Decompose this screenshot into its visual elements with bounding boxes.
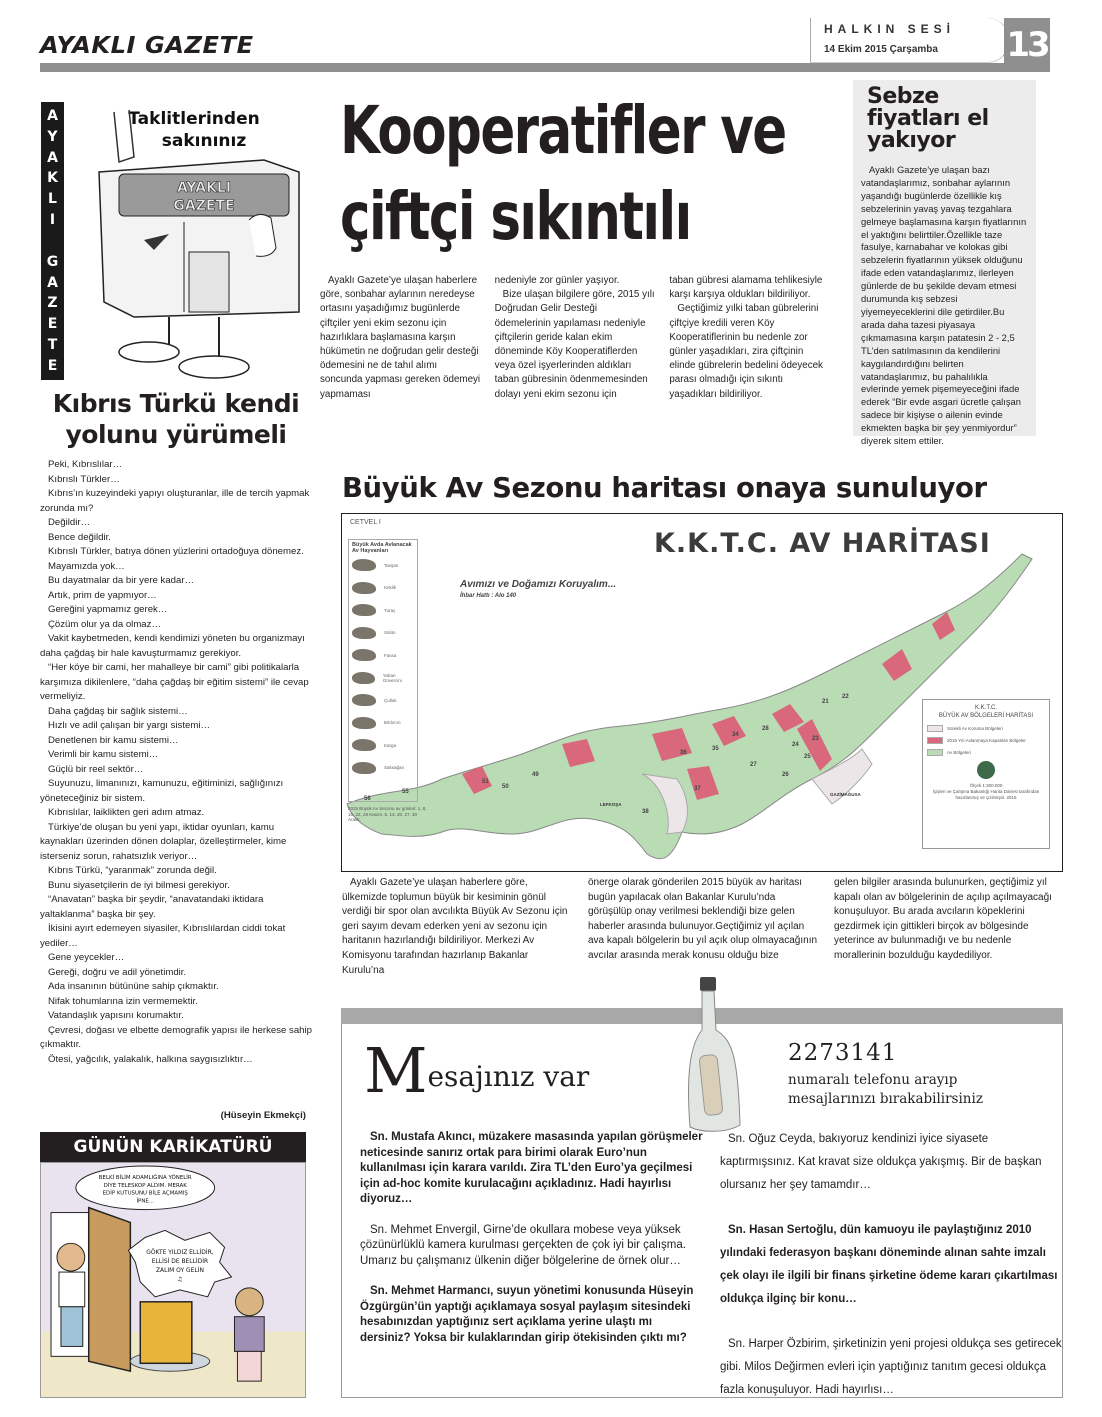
hunting-map <box>341 513 1063 872</box>
region-number: 55 <box>402 789 409 795</box>
paragraph: nedeniyle zor günler yaşıyor. <box>494 275 620 286</box>
paragraph: Hızlı ve adil çalışan bir yargı sistemi… <box>48 720 211 731</box>
bird-icon <box>352 559 376 571</box>
speech-bubble-1-line2: DİYE TELESKOP ALDIM. MERAK <box>103 1182 187 1189</box>
species-name: Fassa <box>384 652 397 658</box>
species-item <box>352 644 414 667</box>
messages-left-column <box>360 1130 705 1361</box>
paragraph: Bence değildir. <box>48 531 111 543</box>
region-number: 21 <box>822 699 829 705</box>
paper-name: HALKIN SESİ <box>824 22 956 36</box>
article-column <box>320 274 481 402</box>
bird-icon <box>352 762 376 774</box>
region-number: 36 <box>680 750 687 756</box>
species-item <box>352 622 414 645</box>
paragraph: Kıbrıs’ın kuzeyindeki yapıyı oluşturanlar, ille de tercih yapmak zorunda mı? <box>40 488 310 514</box>
paragraph: Bunu siyasetçilerin de iyi bilmesi gerekiyor. <box>48 879 230 891</box>
cartoon-sign-line2: GAZETE <box>173 198 235 214</box>
messages-right-column <box>720 1128 1062 1417</box>
city-label-lefkosa: LEFKOŞA <box>600 802 622 807</box>
paragraph: Kıbrıslı Türkler, batıya dönen yüzlerini ortadoğuya dönemez. <box>48 546 304 557</box>
speech-bubble-1-line4: İPNE... <box>136 1198 155 1205</box>
banner-letter: I <box>49 212 56 229</box>
map-legend <box>922 699 1050 849</box>
species-name: Saksağan <box>384 765 405 771</box>
species-item <box>352 734 414 757</box>
paragraph: Değildir… <box>48 517 91 528</box>
paragraph: “Her köye bir cami, her mahalleye bir cami” gibi politikalarla karşımıza dikilenlere, “daha çağdaş bir eğitim sistemi” ile cevap vermeliyiz. <box>40 662 309 702</box>
main-headline: Kooperatifler ve çiftçi sıkıntılı <box>340 92 786 255</box>
vertical-banner <box>41 102 64 380</box>
table-label: CETVEL I <box>350 519 381 526</box>
speech-bubble-2-line4: ♫ <box>177 1275 183 1283</box>
region-number: 49 <box>532 772 539 778</box>
header-rule <box>40 63 1010 72</box>
region-number: 35 <box>712 746 719 752</box>
article-column <box>669 274 830 402</box>
species-item <box>352 712 414 735</box>
region-number: 27 <box>750 762 757 768</box>
side-article-headline: Sebze fiyatları el yakıyor <box>867 84 989 153</box>
messages-instructions-line1: numaralı telefonu arayıp <box>788 1072 958 1088</box>
ministry-emblem-icon <box>977 761 995 779</box>
banner-letter: A <box>47 274 58 291</box>
species-item <box>352 689 414 712</box>
messages-title <box>364 1034 590 1107</box>
paragraph: İkisini ayırt edemeyen siyasiler, Kıbrıslılardan ciddi tokat yediler… <box>40 923 286 949</box>
region-number: 23 <box>812 736 819 742</box>
banner-letter: G <box>46 253 59 270</box>
paragraph: Mayamızda yok… <box>48 560 125 572</box>
hunt-article-headline: Büyük Av Sezonu haritası onaya sunuluyor <box>342 472 987 504</box>
paragraph: Suyunuzu, limanınızı, kamunuzu, eğitiminizi, sağlığınızı yöneteceğiniz bir sistem. <box>40 778 284 804</box>
legend-item <box>927 725 1045 732</box>
species-name: Turaç <box>384 607 396 613</box>
messages-title-initial: M <box>364 1034 428 1107</box>
newspaper-mascot-illustration <box>74 102 314 382</box>
message-item: Sn. Mehmet Harmancı, suyun yönetimi konusunda Hüseyin Özgürgün’ün yaptığı açıklamaya sosyal paylaşım sitesindeki hesabınızdan yaptığınız sert açıklama yerine ulaştı mı dersiniz? Yoksa bir kulaklarından girip ötekisinden çıktı mı? <box>360 1285 694 1344</box>
paragraph: Kıbrıslılar, laiklikten geri adım atmaz. <box>48 807 205 818</box>
message-item: Sn. Harper Özbirim, şirketinizin yeni projesi oldukça ses getirecek gibi. Milos Değirmen evleri için yaptığınız tanıtım gecesi oldukça fazla konuşuluyor. Hadi hayırlısı… <box>720 1338 1062 1396</box>
species-item <box>352 667 414 690</box>
banner-letter: Y <box>47 128 58 145</box>
paragraph: Ayaklı Gazete’ye ulaşan haberlere göre, ülkemizde toplumun büyük bir kesiminin gönül verdiği bir spor olan avcılıkta Büyük Av Sezonu için geri sayım devam ederken yeni av sezonu için haritanın hazırlandığı bildiriliyor. Merkezi Av Komisyonu tarafından hazırlanıp Bakanlar Kurulu’na <box>342 877 568 976</box>
speech-bubble-1-line1: BELKİ BİLİM ADAMLIĞINA YÖNELİR <box>98 1174 192 1181</box>
side-article-body: Ayaklı Gazete’ye ulaşan bazı vatandaşlarımız, sonbahar aylarının yaşandığı bugünlerde özellikle kış sebzelerinin yavaş yavaş tezgahlara gelmeye başlamasına karşın fiyatlarının el yaktığını belirttiler.Özellikle taze fasulye, karnabahar ve kolokas gibi sebzelerin fiyatlarının yüksek olduğunu ifade eden vatandaşlarımız, ilerleyen günlerde de bu şekilde devam etmesi durumunda kış sebzesi yiyemeyeceklerini dile getirdiler.Bu arada daha tazesi piyasaya çıkmamasına karşın patatesin 2 - 2,5 TL’den satılmasının da kendilerini kaygılandırdığını belirten vatandaşlarımız, bu pahalılıkla evlerinde yemek pişemeyeceğini ifade ederek “Bir evde asgari ücretle çalışan sadece bir kişiyse o ailenin evinde ekmekten başka bir şey yenmiyordur” diyerek sitem ettiler. <box>861 164 1027 447</box>
city-label-gazimagusa: GAZİMAĞUSA <box>830 792 861 797</box>
species-item <box>352 599 414 622</box>
cartoon-of-day-header: GÜNÜN KARİKATÜRÜ <box>40 1132 306 1162</box>
legend-label: Av Bölgeleri <box>947 750 971 755</box>
cartoon-of-day-image <box>40 1162 306 1398</box>
article-column <box>834 876 1064 978</box>
bird-icon <box>352 717 376 729</box>
paragraph: Vatandaşlık yapısını korumaktır. <box>48 1010 184 1021</box>
banner-letter <box>50 233 55 249</box>
paragraph: Verimli bir kamu sistemi… <box>48 749 159 760</box>
speech-bubble-2-line1: GÖKTE YILDIZ ELLİDİR, <box>146 1249 214 1257</box>
legend-label: 2015 Yılı Avlanmaya Kapatılan Bölgeler <box>947 738 1026 743</box>
messages-title-rest: esajınız var <box>427 1060 590 1093</box>
issue-date: 14 Ekim 2015 Çarşamba <box>824 44 938 55</box>
map-hotline: İhbar Hattı : Alo 140 <box>460 593 517 599</box>
region-number: 34 <box>732 732 739 738</box>
paragraph: önerge olarak gönderilen 2015 büyük av haritası bugün yapılacak olan Bakanlar Kurulu’nda görüşülüp onay verilmesi beklendiği bize gelen haberler arasında bulunuyor.Geçtiğimiz yıl açılan ava kapalı bölgelerin bu yıl açık olup olmayacağının avcılar arasında merak konusu olduğu bize <box>588 877 818 961</box>
message-item: Sn. Oğuz Ceyda, bakıyoruz kendinizi iyice siyasete kaptırmışsınız. Kat kravat size oldukça yakışmış. Bir de başkan olursanız her şey tamamdır… <box>720 1133 1042 1191</box>
paragraph: Güçlü bir reel sektör… <box>48 763 144 775</box>
paragraph: Çözüm olur ya da olmaz… <box>48 618 162 630</box>
paragraph: Ötesi, yağcılık, yalakalık, halkına saygısızlıktır… <box>48 1053 253 1065</box>
bird-icon <box>352 604 376 616</box>
paragraph: “Anavatan” başka bir şeydir, “anavatandaki iktidara yaltaklanma” başka bir şey. <box>40 894 264 920</box>
bird-icon <box>352 649 376 661</box>
legend-swatch <box>927 737 943 744</box>
species-list <box>348 539 418 802</box>
message-item: Sn. Mehmet Envergil, Girne’de okullara mobese veya yüksek çözünürlüklü kamera kurulması gerçekten de çok iyi bir çalışma. Umarız bu çalışmanız ülkenin diğer bölgelerine de örnek olur… <box>360 1223 686 1267</box>
banner-letter: A <box>47 108 58 124</box>
species-item <box>352 757 414 780</box>
paragraph: Kıbrıslı Türkler… <box>48 473 120 485</box>
speech-bubble-2-line3: ZALIM OY GELİN <box>155 1267 204 1275</box>
paragraph: Türkiye’de oluşan bu yeni yapı, iktidar oyunları, kamu kaynakları üzerinden dönen dolaplar, özelleştirmeler, kime isterseniz sorun, rahatsızlık veriyor… <box>40 821 287 862</box>
paragraph: Gereği, doğru ve adil yönetimdir. <box>48 966 187 978</box>
region-number: 56 <box>364 796 371 802</box>
message-item: Sn. Mustafa Akıncı, müzakere masasında yapılan görüşmeler neticesinde sanırız ortak para birimi olarak Euro’nun kullanılması için karara varıldı. Zira TL’den Euro’ya geçilmesi için ad-hoc komite kurulacağını açıkladınız. Hadi hayırlısı diyoruz… <box>360 1131 703 1205</box>
article-column <box>495 274 656 402</box>
legend-title-1: K.K.T.C. <box>974 705 997 711</box>
legend-swatch <box>927 725 943 732</box>
paragraph: Vakit kaybetmeden, kendi kendimizi yöneten bu organizmayı daha çağdaş bir hale kavuşturmamız gerekiyor. <box>40 633 305 659</box>
hunt-article-body <box>342 876 1064 978</box>
paragraph: Bize ulaşan bilgilere göre, 2015 yılı Doğrudan Gelir Desteği ödemelerinin yapılaması nedeniyle çiftçilerin geride kalan ekim döneminde Köy Kooperatiflerden veya özel işyerlerinden aldıkları taban gübresinin ödenmemesinden dolayı yeni ekim sezonu için <box>494 289 655 400</box>
page-number: 13 <box>1004 18 1050 72</box>
messages-phone: 2273141 <box>788 1040 898 1066</box>
paragraph: Artık, prim de yapmıyor… <box>48 589 157 601</box>
paragraph: Kıbrıs Türkü, “yaranmak” zorunda değil. <box>48 865 217 876</box>
banner-letter: E <box>47 316 58 333</box>
species-name: Çulluk <box>384 697 397 703</box>
region-number: 28 <box>762 726 769 732</box>
bird-icon <box>352 627 376 639</box>
region-number: 22 <box>842 694 849 700</box>
bird-icon <box>352 582 376 594</box>
legend-item <box>927 749 1045 756</box>
paragraph: Gereğini yapmamız gerek… <box>48 604 168 615</box>
banner-letter: E <box>47 357 58 374</box>
bird-icon <box>352 694 376 706</box>
region-number: 51 <box>482 779 489 785</box>
main-article-body <box>320 274 830 402</box>
paragraph: Denetlenen bir kamu sistemi… <box>48 734 179 746</box>
paragraph: taban gübresi alamama tehlikesiyle karşı karşıya oldukları bildiriliyor. <box>669 275 823 301</box>
cartoon-caption-line1: Taklitlerinden <box>128 109 260 129</box>
species-name: Tavşan <box>384 562 399 568</box>
banner-letter: K <box>47 170 58 187</box>
banner-letter: T <box>47 337 58 354</box>
section-title: AYAKLI GAZETE <box>40 33 254 59</box>
messages-instructions-line2: mesajlarınızı bırakabilirsiniz <box>788 1091 983 1107</box>
banner-letter: Z <box>47 295 58 312</box>
bird-icon <box>352 739 376 751</box>
paragraph: Ada insanının bütününe sahip çıkmaktır. <box>48 981 219 992</box>
map-title: K.K.T.C. AV HARİTASI <box>654 528 991 559</box>
banner-letter: A <box>47 149 58 166</box>
season-dates-note: 2015 Büyük Av Sezonu av günleri: 1, 8, 15, 22, 29 Kasım, 6, 13, 20, 27, 30 Aralık. <box>348 806 427 822</box>
messages-instructions <box>788 1071 983 1109</box>
species-name: Keklik <box>384 585 397 591</box>
region-number: 38 <box>642 809 649 815</box>
banner-letter: L <box>48 191 57 208</box>
legend-label: Sürekli Av Koruma Bölgeleri <box>947 726 1003 731</box>
legend-swatch <box>927 749 943 756</box>
species-name: Sülün <box>384 630 396 636</box>
paragraph: gelen bilgiler arasında bulunurken, geçtiğimiz yıl kapalı olan av bölgelerinin de açılıp açılmayacağı konuşuluyor. Bu arada avcıların köpeklerini gezdirmek için gittikleri birçok av bölgesinde yeterince av bulunmadığı ve bu nedenle morallerinin bozulduğu kaydediliyor. <box>834 877 1052 961</box>
paragraph: Peki, Kıbrıslılar… <box>48 459 123 470</box>
region-number: 25 <box>804 754 811 760</box>
region-number: 50 <box>502 784 509 790</box>
paragraph: Ayaklı Gazete’ye ulaşan haberlere göre, sonbahar aylarının neredeyse ortasını yaşadığımız bugünlerde çiftçiler yeni ekim sezonu için hazırlıklara başlamasına karşın hükümetin ne doğrudan gelir desteği ödemesini ne de tahıl alımı soncunda yapması gereken ödemeyi yapmaması <box>320 275 481 400</box>
speech-bubble-2-line2: ELLİSİ DE BELLİDİR <box>151 1258 209 1266</box>
paragraph: Çevresi, doğası ve elbette demografik yapısı ile herkese sahip çıkmaktır. <box>40 1024 312 1050</box>
opinion-headline: Kıbrıs Türkü kendi yolunu yürümeli <box>52 389 300 449</box>
paragraph: Gene yeycekler… <box>48 952 125 963</box>
map-scale: Ölçek 1:300.000 <box>969 783 1003 788</box>
paragraph: Nifak tohumlarına izin vermemektir. <box>48 995 198 1007</box>
region-number: 24 <box>792 742 799 748</box>
region-number: 26 <box>782 772 789 778</box>
species-item <box>352 554 414 577</box>
map-slogan: Avımızı ve Doğamızı Koruyalım... <box>460 579 617 590</box>
author-byline: (Hüseyin Ekmekçi) <box>220 1110 306 1121</box>
species-list-title: Büyük Avda Avlanacak Av Hayvanları <box>352 542 412 554</box>
speech-bubble-1-line3: EDİP KUTUSUNU BİLE AÇMAMIŞ <box>102 1190 188 1197</box>
paragraph: Daha çağdaş bir sağlık sistemi… <box>48 705 188 717</box>
message-item: Sn. Hasan Sertoğlu, dün kamuoyu ile paylaştığınız 2010 yılındaki federasyon başkanı döneminde alınan sahte imzalı çek olayı ile ilgili bir finans şirketine ödeme kararı çıkartılması oldukça ilginç bir konu… <box>720 1224 1058 1305</box>
species-name: Yaban Güvercini <box>382 672 402 683</box>
species-item <box>352 577 414 600</box>
article-column <box>342 876 572 978</box>
legend-item <box>927 737 1045 744</box>
article-column <box>588 876 818 978</box>
region-number: 37 <box>694 786 701 792</box>
cartoon-sign-line1: AYAKLI <box>176 180 232 196</box>
message-bottle-icon <box>672 975 752 1135</box>
paragraph: Geçtiğimiz yılki taban gübrelerini çiftçiye kredili veren Köy Kooperatiflerinin bu nedenle zor günler yaşadıkları, zira çiftçinin elinde gübrelerin bedelini ödeyecek parası olmadığı için sıkıntı yaşadıkları bildiriliyor. <box>669 303 823 400</box>
species-name: Karga <box>384 742 397 748</box>
bird-icon <box>352 672 375 684</box>
opinion-article-body <box>40 458 315 1067</box>
cartoon-caption-line2: sakınınız <box>161 131 247 151</box>
species-name: Bıldırcın <box>384 720 401 726</box>
side-article-box <box>853 80 1036 447</box>
paragraph: Bu dayatmalar da bir yere kadar… <box>48 575 195 586</box>
map-credit: İçişleri ve Çalışma Bakanlığı Harita Dairesi tarafından hazırlanmış ve çizilmiştir. 2015 <box>932 789 1040 800</box>
legend-title-2: BÜYÜK AV BÖLGELERİ HARİTASI <box>938 713 1034 719</box>
